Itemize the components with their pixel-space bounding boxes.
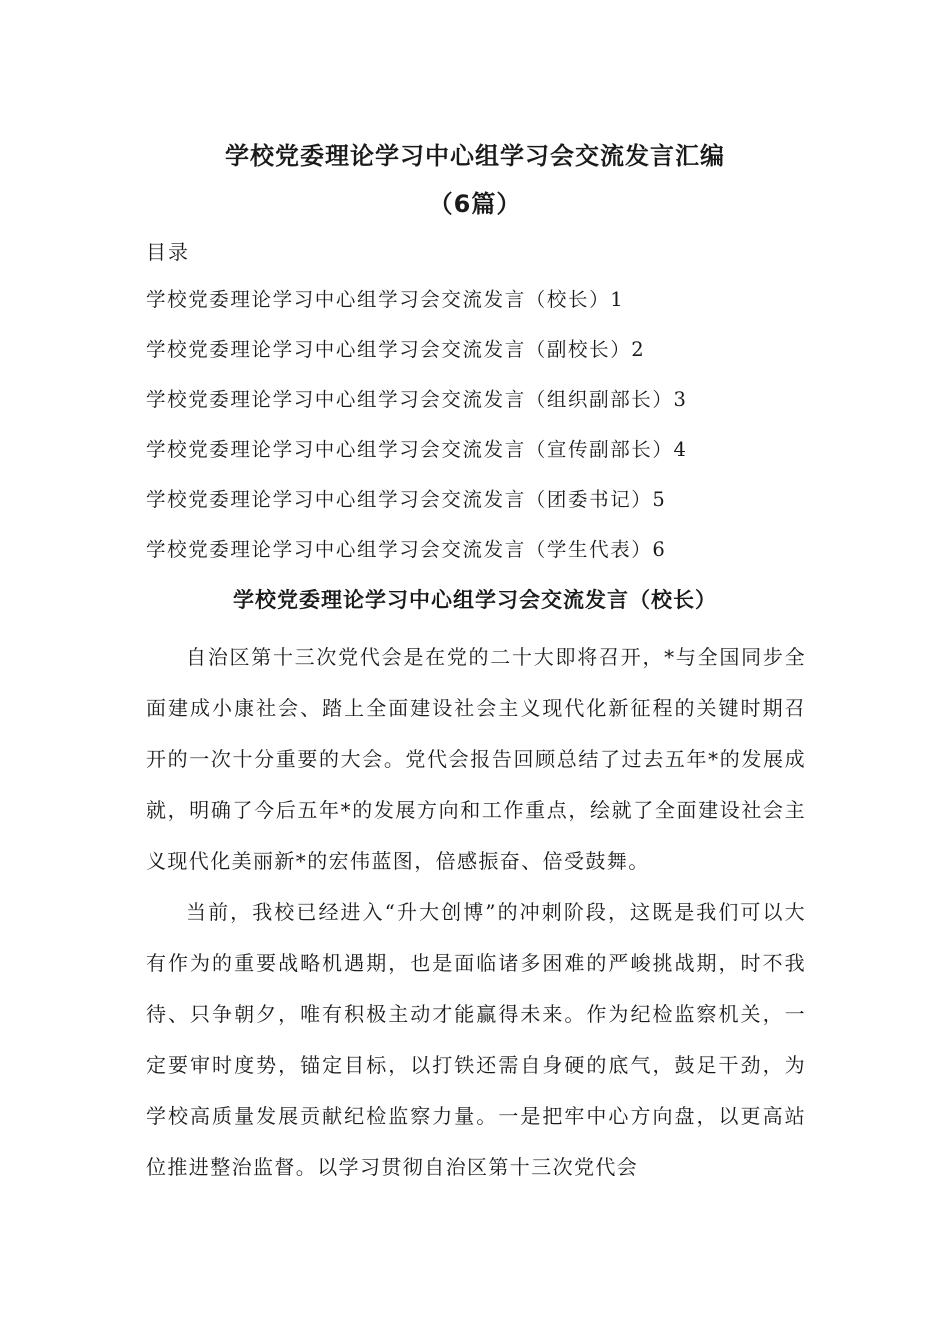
toc-heading: 目录 xyxy=(146,240,190,264)
toc-item: 学校党委理论学习中心组学习会交流发言（学生代表）6 xyxy=(146,538,667,561)
table-of-contents xyxy=(146,285,826,585)
toc-item: 学校党委理论学习中心组学习会交流发言（宣传副部长）4 xyxy=(146,438,688,461)
body-text xyxy=(146,632,806,1193)
paragraph: 当前，我校已经进入“升大创博”的冲刺阶段，这既是我们可以大有作为的重要战略机遇期，也是面临诸多困难的严峻挑战期，时不我待、只争朝夕，唯有积极主动才能赢得未来。作为纪检监察机关，一定要审时度势，锚定目标，以打铁还需自身硬的底气，鼓足干劲，为学校高质量发展贡献纪检监察力量。一是把牢中心方向盘，以更高站位推进整治监督。以学习贯彻自治区第十三次党代会 xyxy=(146,900,806,1179)
document-subtitle: （6篇） xyxy=(428,190,522,218)
toc-item: 学校党委理论学习中心组学习会交流发言（组织副部长）3 xyxy=(146,388,688,411)
document-title: 学校党委理论学习中心组学习会交流发言汇编 xyxy=(225,142,725,170)
paragraph: 自治区第十三次党代会是在党的二十大即将召开，*与全国同步全面建成小康社会、踏上全面建设社会主义现代化新征程的关键时期召开的一次十分重要的大会。党代会报告回顾总结了过去五年*的发展成就，明确了今后五年*的发展方向和工作重点，绘就了全面建设社会主义现代化美丽新*的宏伟蓝图，倍感振奋、倍受鼓舞。 xyxy=(146,645,806,873)
toc-item: 学校党委理论学习中心组学习会交流发言（团委书记）5 xyxy=(146,488,667,511)
toc-item: 学校党委理论学习中心组学习会交流发言（校长）1 xyxy=(146,288,625,311)
toc-item: 学校党委理论学习中心组学习会交流发言（副校长）2 xyxy=(146,338,646,361)
section-title: 学校党委理论学习中心组学习会交流发言（校长） xyxy=(233,588,717,612)
